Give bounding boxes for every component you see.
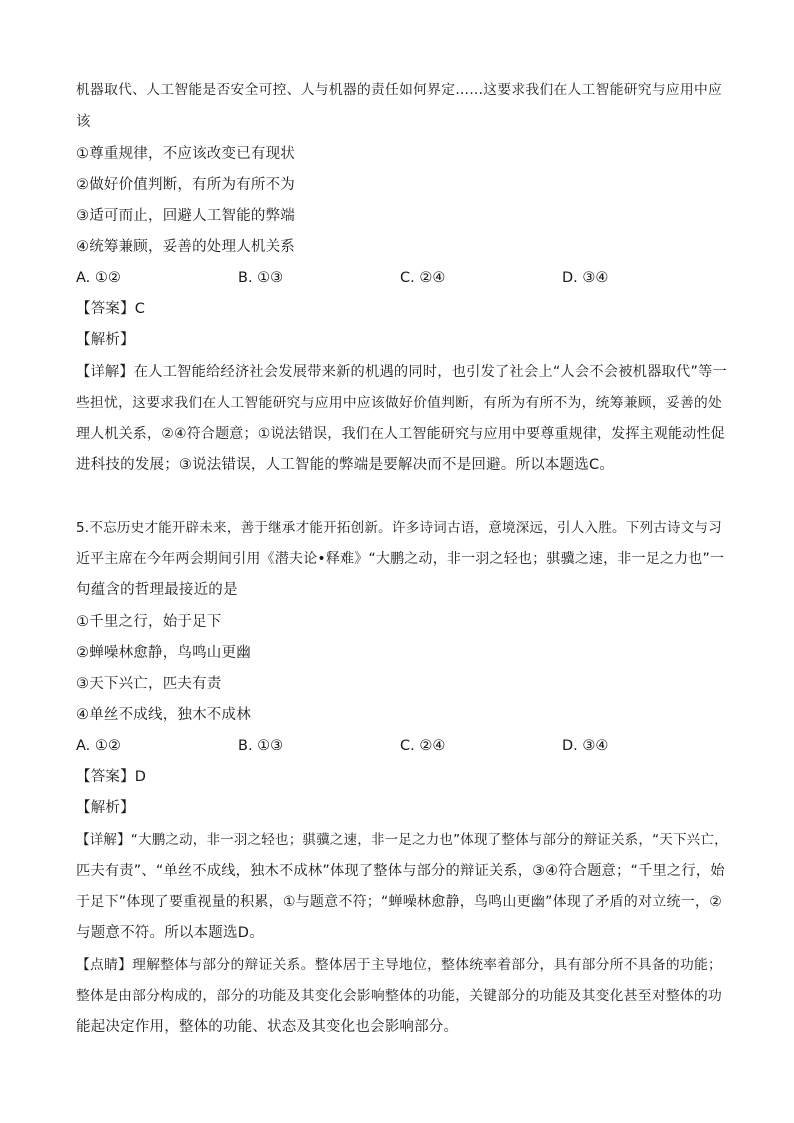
q5-detail-line: 匹夫有责”、“单丝不成线，独木不成林”体现了整体与部分的辩证关系，③④符合题意；“千里之行，始 — [76, 863, 725, 879]
q5-option-c: C. ②④ — [400, 738, 446, 754]
q5-detail-line: 于足下”体现了要重视量的积累，①与题意不符；“蝉噪林愈静，鸟鸣山更幽”体现了矛盾的对立统一，② — [76, 894, 722, 910]
q5-detail-line: 【详解】“大鹏之动，非一羽之轻也；骐骥之速，非一足之力也”体现了整体与部分的辩证关系，“天下兴亡， — [76, 832, 728, 848]
q4-detail-line: 些担忧，这要求我们在人工智能研究与应用中应该做好价值判断，有所为有所不为，统筹兼顾，妥善的处 — [76, 395, 722, 411]
q4-answer: 【答案】C — [76, 301, 146, 317]
q5-option-d: D. ③④ — [562, 738, 609, 754]
q4-item: ①尊重规律，不应该改变已有现状 — [76, 146, 295, 162]
q5-tip-line: 【点睛】理解整体与部分的辩证关系。整体居于主导地位，整体统率着部分，具有部分所不具备的功能； — [76, 957, 722, 973]
q5-detail-line: 与题意不符。所以本题选D。 — [76, 925, 264, 941]
q5-option-a: A. ①② — [76, 738, 121, 754]
q4-option-d: D. ③④ — [562, 270, 609, 286]
q5-item: ④单丝不成线，独木不成林 — [76, 707, 251, 723]
q4-detail-line: 进科技的发展；③说法错误，人工智能的弊端是要解决而不是回避。所以本题选C。 — [76, 457, 615, 473]
q5-stem-line: 5.不忘历史才能开辟未来，善于继承才能开拓创新。许多诗词古语，意境深远，引人入胜。下列古诗文与习 — [76, 520, 722, 536]
q5-item: ③天下兴亡，匹夫有责 — [76, 676, 222, 692]
q5-tip-line: 整体是由部分构成的，部分的功能及其变化会影响整体的功能，关键部分的功能及其变化甚至对整体的功 — [76, 988, 722, 1004]
q5-stem-line: 近平主席在今年两会期间引用《潜夫论•释难》“大鹏之动，非一羽之轻也；骐骥之速，非一足之力也”一 — [76, 551, 725, 567]
q4-option-c: C. ②④ — [400, 270, 446, 286]
q4-detail-line: 理人机关系，②④符合题意；①说法错误，我们在人工智能研究与应用中要尊重规律，发挥主观能动性促 — [76, 426, 725, 442]
q5-stem-line: 句蕴含的哲理最接近的是 — [76, 582, 238, 598]
q4-item: ④统筹兼顾，妥善的处理人机关系 — [76, 239, 295, 255]
q4-item: ③适可而止，回避人工智能的弊端 — [76, 208, 295, 224]
q5-item: ①千里之行，始于足下 — [76, 614, 222, 630]
q4-item: ②做好价值判断，有所为有所不为 — [76, 177, 295, 193]
q4-stem-line: 该 — [76, 114, 91, 130]
q5-item: ②蝉噪林愈静，鸟鸣山更幽 — [76, 645, 251, 661]
q5-answer: 【答案】D — [76, 769, 147, 785]
q4-analysis-label: 【解析】 — [76, 332, 135, 348]
q4-stem-line: 机器取代、人工智能是否安全可控、人与机器的责任如何界定……这要求我们在人工智能研究与应用中应 — [76, 82, 722, 98]
q4-detail-line: 【详解】在人工智能给经济社会发展带来新的机遇的同时，也引发了社会上“人会不会被机器取代”等一 — [76, 364, 727, 380]
q5-tip-line: 能起决定作用，整体的功能、状态及其变化也会影响部分。 — [76, 1019, 459, 1035]
q4-option-b: B. ①③ — [238, 270, 284, 286]
q5-option-b: B. ①③ — [238, 738, 284, 754]
q4-option-a: A. ①② — [76, 270, 121, 286]
q5-analysis-label: 【解析】 — [76, 800, 135, 816]
